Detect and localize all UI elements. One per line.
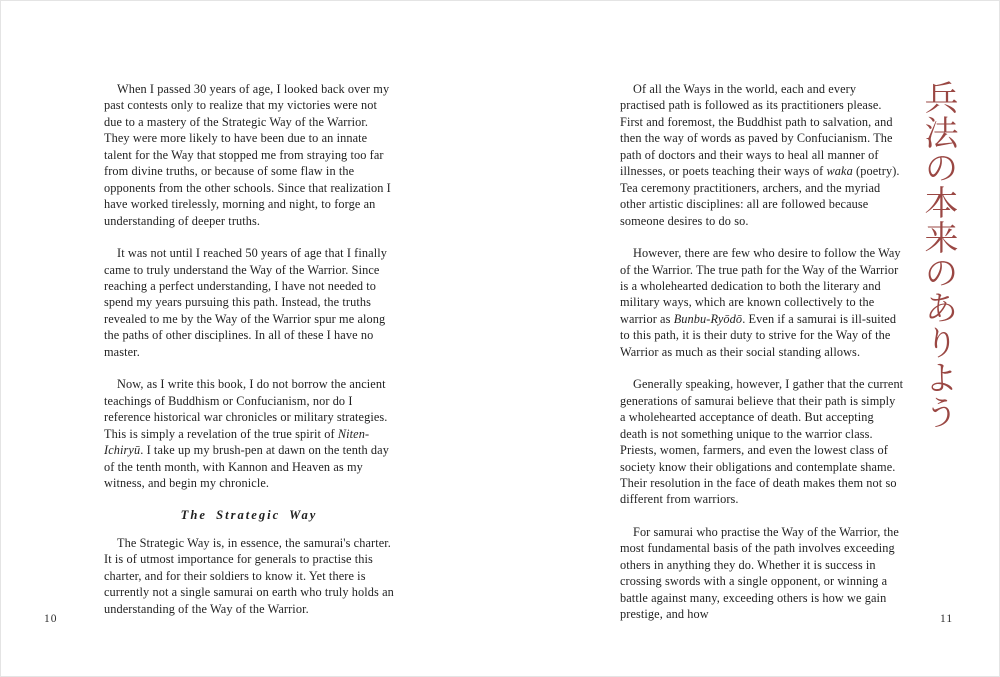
paragraph: For samurai who practise the Way of the Warrior, the most fundamental basis of the path involves exceeding others in anything they do. Whether it is success in crossing swords with a single opponent, or winning a battle against many, exceeding others is how we gain prestige, and how [620, 524, 899, 622]
paragraph: Generally speaking, however, I gather that the current generations of samurai believe that their path is simply a wholehearted acceptance of death. But accepting death is not something unique to the warrior class. Priests, women, farmers, and even the lowest class of society know their obligations and contemplate shame. Their resolution in the face of death makes them not so different from warriors. [620, 377, 904, 507]
paragraph: It was not until I reached 50 years of age that I finally came to truly understand the Way of the Warrior. Since reaching a perfect understanding, I have not needed to spend my years pursuing this path. Instead, the truths revealed to me by the Way of the Warrior spur me along the paths of other disciplines. In all of these I have no master. [104, 246, 387, 359]
paragraph: When I passed 30 years of age, I looked back over my past contests only to realize that my victories were not due to a mastery of the Strategic Way of the Warrior. They were more likely to have been due to an innate talent for the Way that stopped me from straying too far from divine truths, or because of some flaw in the opponents from the other schools. Since that realization I have worked tirelessly, morning and night, to forge an understanding of deeper truths. [104, 82, 391, 228]
left-page-text [104, 81, 394, 617]
section-heading: The Strategic Way [180, 508, 318, 523]
paragraph: However, there are few who desire to follow the Way of the Warrior. The true path for the Way of the Warrior is a wholehearted dedication to both the literary and military ways, which are known collectively to the warrior as Bunbu-Ryōdō. Even if a samurai is ill-suited to this path, it is their duty to strive for the Way of the Warrior as much as their social standing allows. [620, 246, 901, 359]
page-number-right: 11 [940, 613, 954, 625]
paragraph: The Strategic Way is, in essence, the samurai's charter. It is of utmost importance for generals to practise this charter, and for their soldiers to know it. Yet there is currently not a single samurai on earth who truly holds an understanding of the Way of the Warrior. [104, 535, 394, 616]
paragraph: Of all the Ways in the world, each and every practised path is followed as its practitioners please. First and foremost, the Buddhist path to salvation, and then the way of words as paved by Confucianism. The path of doctors and their ways to heal all manner of illnesses, or poets teaching their ways of waka (poetry). Tea ceremony practitioners, archers, and the myriad other artistic disciplines: all are followed because someone desires to do so. [620, 82, 900, 228]
right-page-text [620, 81, 904, 623]
chapter-title-vertical-japanese: 兵法の本来のありよう [919, 80, 956, 430]
page-number-left: 10 [44, 613, 58, 625]
paragraph: Now, as I write this book, I do not borrow the ancient teachings of Buddhism or Confucianism, nor do I reference historical war chronicles or military strategies. This is simply a revelation of the true spirit of Niten-Ichiryū. I take up my brush-pen at dawn on the tenth day of the tenth month, with Kannon and Heaven as my witness, and begin my chronicle. [104, 377, 389, 490]
